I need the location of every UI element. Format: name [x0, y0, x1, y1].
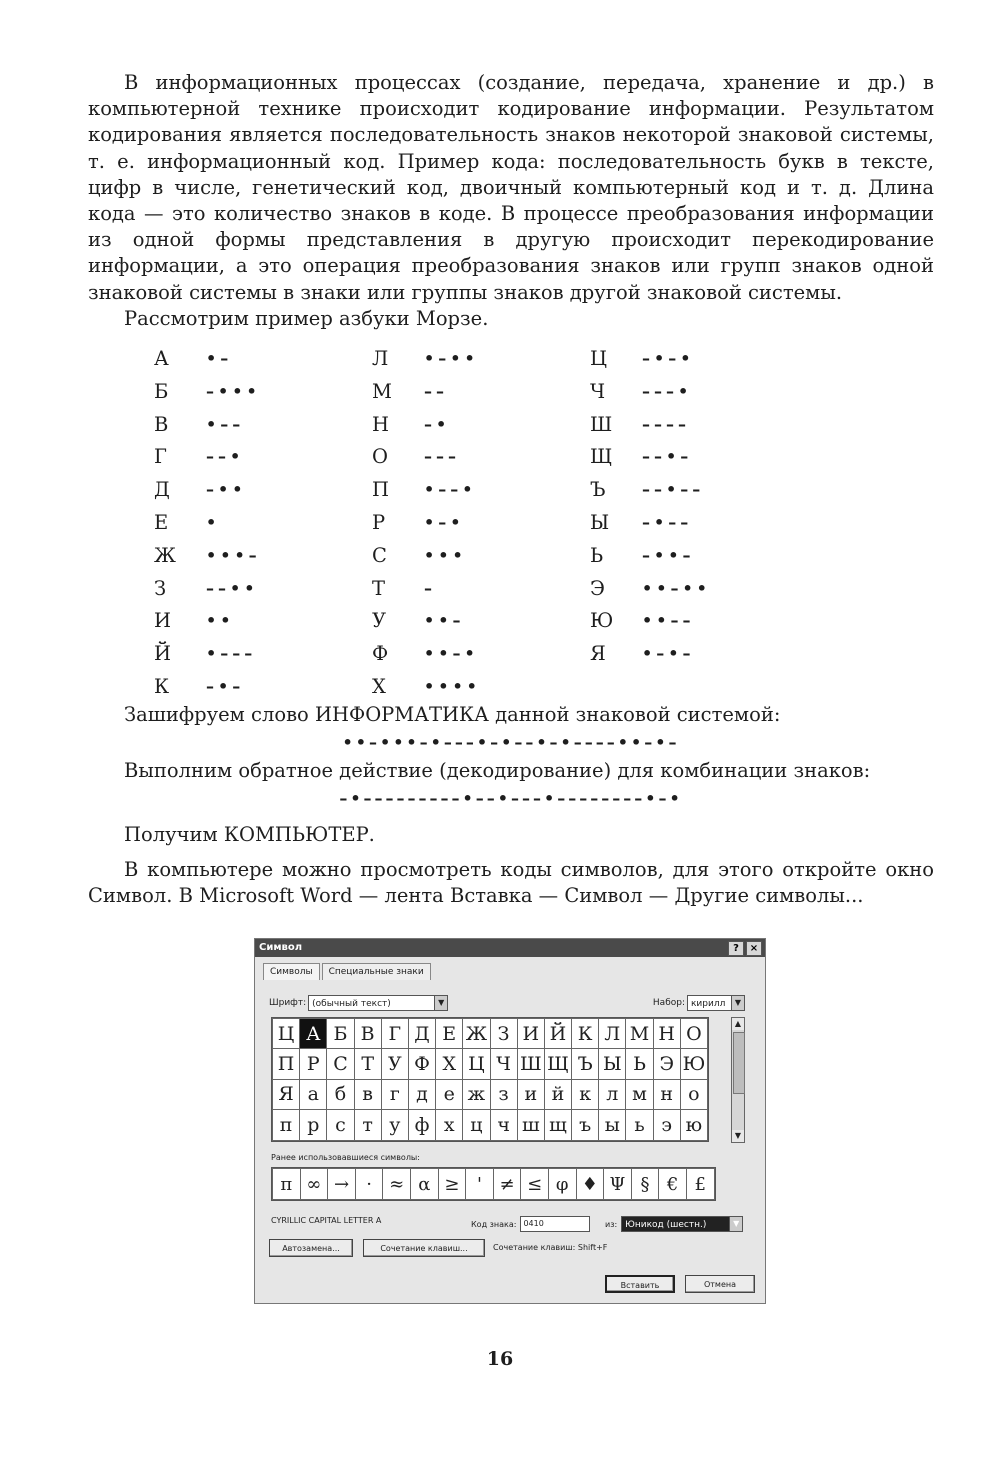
- morse-letter: Э: [590, 576, 605, 600]
- morse-code: •–––: [206, 644, 257, 664]
- symbol-cell[interactable]: Ж: [463, 1019, 490, 1049]
- morse-row: [372, 604, 592, 637]
- morse-code: –•––: [642, 512, 693, 532]
- morse-letter: О: [372, 445, 388, 469]
- morse-code: –•••: [206, 381, 261, 401]
- morse-code: •–•: [424, 512, 465, 532]
- computer-paragraph: В компьютере можно просмотреть коды символов, для этого откройте окно Символ. В Microsoft Word — лента Вставка — Символ — Другие символы...: [88, 857, 934, 907]
- morse-row: [372, 637, 592, 670]
- morse-code: ••–: [424, 611, 465, 631]
- symbol-cell[interactable]: г: [381, 1079, 408, 1109]
- code-input[interactable]: 0410: [520, 1216, 590, 1232]
- symbol-cell[interactable]: Ь: [626, 1049, 653, 1079]
- decode-paragraph: Выполним обратное действие (декодирование) для комбинации знаков:: [124, 759, 871, 783]
- symbol-cell[interactable]: у: [381, 1110, 408, 1140]
- morse-row: [154, 506, 374, 539]
- scroll-up-icon[interactable]: ▲: [732, 1018, 744, 1030]
- morse-letter: Н: [372, 412, 390, 436]
- morse-row: [154, 408, 374, 441]
- symbol-cell[interactable]: д: [408, 1079, 435, 1109]
- morse-column: [590, 342, 810, 670]
- morse-row: [154, 473, 374, 506]
- morse-code: ––••: [206, 578, 259, 598]
- morse-letter: Ф: [372, 642, 389, 666]
- symbol-cell[interactable]: к: [572, 1079, 599, 1109]
- font-value: (обычный текст): [312, 999, 391, 1009]
- symbol-cell[interactable]: Х: [436, 1049, 463, 1079]
- chevron-down-icon: ▼: [434, 996, 447, 1010]
- from-select[interactable]: [621, 1216, 743, 1232]
- page-number: 16: [486, 1348, 514, 1370]
- symbol-cell[interactable]: э: [653, 1110, 680, 1140]
- morse-column: [154, 342, 374, 703]
- encode-paragraph: Зашифруем слово ИНФОРМАТИКА данной знаковой системой:: [124, 703, 781, 727]
- set-row: [653, 995, 745, 1011]
- from-row: [605, 1216, 743, 1232]
- from-label: из:: [605, 1219, 618, 1229]
- morse-row: [154, 342, 374, 375]
- morse-code: ••–••: [642, 578, 711, 598]
- dialog-titlebar: [255, 939, 765, 957]
- font-label: Шрифт:: [269, 998, 307, 1008]
- symbol-cell[interactable]: С: [327, 1049, 354, 1079]
- morse-letter: Щ: [590, 445, 613, 469]
- morse-code: •••–: [206, 545, 261, 565]
- symbol-cell[interactable]: Э: [653, 1049, 680, 1079]
- symbol-cell[interactable]: н: [653, 1079, 680, 1109]
- recent-symbol-cell[interactable]: ≠: [493, 1169, 521, 1200]
- morse-row: [590, 539, 810, 572]
- morse-row: [372, 473, 592, 506]
- symbol-cell[interactable]: И: [517, 1019, 544, 1049]
- symbol-cell[interactable]: ш: [517, 1110, 544, 1140]
- morse-code: –––•: [642, 381, 693, 401]
- page-body: [88, 70, 934, 909]
- morse-letter: Я: [590, 642, 606, 666]
- from-value: Юникод (шестн.): [625, 1220, 707, 1230]
- recent-symbol-cell[interactable]: ≤: [521, 1169, 549, 1200]
- morse-letter: Х: [372, 674, 386, 698]
- grid-scrollbar[interactable]: [731, 1017, 745, 1143]
- symbol-cell[interactable]: Б: [327, 1019, 354, 1049]
- symbol-cell[interactable]: з: [490, 1079, 517, 1109]
- morse-row: [590, 572, 810, 605]
- symbol-cell[interactable]: Р: [300, 1049, 327, 1079]
- morse-letter: В: [154, 412, 169, 436]
- morse-letter: Ы: [590, 510, 610, 534]
- symbol-cell[interactable]: л: [599, 1079, 626, 1109]
- morse-letter: Д: [154, 478, 170, 502]
- morse-letter: Г: [154, 445, 167, 469]
- morse-letter: И: [154, 609, 172, 633]
- morse-code: ••–•: [424, 644, 479, 664]
- morse-row: [590, 506, 810, 539]
- recent-symbol-cell[interactable]: ♦: [576, 1169, 604, 1200]
- font-row: [269, 995, 448, 1011]
- morse-letter: Е: [154, 510, 169, 534]
- code-label: Код знака:: [471, 1219, 517, 1229]
- morse-row: [154, 440, 374, 473]
- morse-code: •––: [206, 414, 245, 434]
- symbol-cell[interactable]: б: [327, 1079, 354, 1109]
- symbol-cell[interactable]: Г: [381, 1019, 408, 1049]
- morse-column: [372, 342, 592, 703]
- symbol-cell[interactable]: Д: [408, 1019, 435, 1049]
- symbol-grid: [271, 1017, 709, 1142]
- morse-code: •––•: [424, 480, 477, 500]
- morse-row: [154, 375, 374, 408]
- recent-symbols: [271, 1167, 716, 1201]
- shortcut-key-button[interactable]: Сочетание клавиш...: [363, 1239, 485, 1257]
- morse-row: [154, 637, 374, 670]
- set-value: кирилл: [691, 999, 726, 1009]
- morse-letter: Р: [372, 510, 386, 534]
- morse-code: –•–: [206, 676, 245, 696]
- morse-letter: П: [372, 478, 390, 502]
- help-button[interactable]: ?: [728, 941, 744, 956]
- morse-letter: Ъ: [590, 478, 606, 502]
- morse-row: [590, 604, 810, 637]
- symbol-cell[interactable]: В: [354, 1019, 381, 1049]
- symbol-cell[interactable]: Н: [653, 1019, 680, 1049]
- insert-button[interactable]: Вставить: [605, 1275, 675, 1293]
- symbol-cell[interactable]: М: [626, 1019, 653, 1049]
- morse-code: –••: [206, 480, 247, 500]
- consider-paragraph: Рассмотрим пример азбуки Морзе.: [124, 306, 489, 330]
- morse-letter: Б: [154, 379, 169, 403]
- morse-row: [372, 670, 592, 703]
- morse-code: ••••: [424, 676, 481, 696]
- symbol-cell[interactable]: ф: [408, 1110, 435, 1140]
- morse-letter: Ц: [590, 346, 608, 370]
- recent-symbol-cell[interactable]: ≈: [383, 1169, 411, 1200]
- symbol-cell[interactable]: Я: [273, 1079, 300, 1109]
- recent-label: Ранее использовавшиеся символы:: [271, 1153, 420, 1162]
- morse-row: [154, 539, 374, 572]
- decode-morse: –•–––––––––•––•–––•––––––––•–•: [339, 789, 683, 809]
- chevron-down-icon: ▼: [731, 996, 744, 1010]
- symbol-cell[interactable]: Щ: [544, 1049, 571, 1079]
- symbol-cell[interactable]: м: [626, 1079, 653, 1109]
- morse-code: •••: [424, 545, 467, 565]
- code-row: [471, 1216, 590, 1232]
- symbol-cell[interactable]: З: [490, 1019, 517, 1049]
- cancel-button[interactable]: Отмена: [685, 1275, 755, 1293]
- set-select[interactable]: [687, 995, 745, 1011]
- symbol-cell[interactable]: Ц: [463, 1049, 490, 1079]
- morse-code: ••: [206, 611, 235, 631]
- symbol-cell[interactable]: Ш: [517, 1049, 544, 1079]
- symbol-cell[interactable]: ы: [599, 1110, 626, 1140]
- symbol-cell[interactable]: ъ: [572, 1110, 599, 1140]
- morse-letter: Т: [372, 576, 386, 600]
- morse-row: [590, 637, 810, 670]
- char-name: CYRILLIC CAPITAL LETTER A: [271, 1216, 382, 1225]
- symbol-cell[interactable]: Ф: [408, 1049, 435, 1079]
- morse-code: •–•–: [642, 644, 695, 664]
- morse-row: [590, 375, 810, 408]
- dialog-title: Символ: [259, 942, 303, 953]
- symbol-cell[interactable]: П: [273, 1049, 300, 1079]
- symbol-cell[interactable]: Ю: [680, 1049, 707, 1079]
- morse-code: ––•: [206, 447, 245, 467]
- morse-row: [154, 670, 374, 703]
- recent-symbol-cell[interactable]: ': [466, 1169, 494, 1200]
- chevron-down-icon: ▼: [729, 1217, 742, 1231]
- morse-code: •: [206, 512, 221, 532]
- morse-letter: С: [372, 543, 387, 567]
- scroll-down-icon[interactable]: ▼: [732, 1130, 744, 1142]
- symbol-cell[interactable]: Т: [354, 1049, 381, 1079]
- result-paragraph: Получим КОМПЬЮТЕР.: [124, 823, 375, 847]
- symbol-cell[interactable]: а: [300, 1079, 327, 1109]
- morse-letter: У: [372, 609, 387, 633]
- morse-code: –•: [424, 414, 451, 434]
- recent-symbol-cell[interactable]: ∞: [300, 1169, 328, 1200]
- symbol-cell[interactable]: ч: [490, 1110, 517, 1140]
- morse-letter: К: [154, 674, 170, 698]
- morse-row: [372, 342, 592, 375]
- morse-code: –•–•: [642, 348, 695, 368]
- morse-code: •–••: [424, 348, 479, 368]
- scroll-thumb[interactable]: [733, 1032, 745, 1094]
- symbol-cell[interactable]: р: [300, 1110, 327, 1140]
- recent-symbol-cell[interactable]: φ: [548, 1169, 576, 1200]
- symbol-cell[interactable]: О: [680, 1019, 707, 1049]
- symbol-dialog: [254, 938, 766, 1304]
- recent-symbol-cell[interactable]: α: [410, 1169, 438, 1200]
- morse-row: [372, 440, 592, 473]
- morse-code: •–: [206, 348, 233, 368]
- recent-symbol-cell[interactable]: Ψ: [604, 1169, 632, 1200]
- morse-code: ––•––: [642, 480, 705, 500]
- symbol-cell[interactable]: Ч: [490, 1049, 517, 1079]
- symbol-cell[interactable]: с: [327, 1110, 354, 1140]
- morse-row: [590, 440, 810, 473]
- symbol-cell[interactable]: А: [300, 1019, 327, 1049]
- morse-row: [590, 342, 810, 375]
- recent-symbol-cell[interactable]: →: [328, 1169, 356, 1200]
- morse-letter: Ж: [154, 543, 176, 567]
- tab-special-chars[interactable]: Специальные знаки: [322, 963, 431, 980]
- morse-letter: Й: [154, 642, 172, 666]
- encoded-morse: ••–•••–•–––•–•––•–•––––••–•–: [342, 733, 680, 753]
- morse-letter: Ч: [590, 379, 606, 403]
- symbol-cell[interactable]: е: [436, 1079, 463, 1109]
- shortcut-text: Сочетание клавиш: Shift+F: [493, 1243, 608, 1252]
- symbol-cell[interactable]: ц: [463, 1110, 490, 1140]
- intro-paragraph: В информационных процессах (создание, передача, хранение и др.) в компьютерной технике происходит кодирование информации. Результатом кодирования является последовательность знаков некоторой знаковой системы, т. е. информационный код. Пример кода: последовательность букв в тексте, цифр в числе, генетический код, двоичный компьютерный код и т. д. Длина кода — это количество знаков в коде. В процессе преобразования информации из одной формы представления в другую происходит перекодирование информации, а это операция преобразования знаков или групп знаков одной знаковой системы в знаки или группы знаков другой знаковой системы.: [88, 71, 934, 304]
- symbol-cell[interactable]: щ: [544, 1110, 571, 1140]
- morse-letter: Ш: [590, 412, 613, 436]
- dialog-tabs: [263, 963, 433, 980]
- morse-row: [372, 572, 592, 605]
- morse-letter: Ю: [590, 609, 614, 633]
- morse-row: [372, 539, 592, 572]
- morse-letter: А: [154, 346, 169, 370]
- symbol-cell[interactable]: Е: [436, 1019, 463, 1049]
- morse-code: ––––: [642, 414, 690, 434]
- recent-symbol-cell[interactable]: ≥: [438, 1169, 466, 1200]
- symbol-cell[interactable]: Л: [599, 1019, 626, 1049]
- symbol-cell[interactable]: п: [273, 1110, 300, 1140]
- morse-row: [590, 473, 810, 506]
- morse-code: ••––: [642, 611, 695, 631]
- autocorrect-button[interactable]: Автозамена...: [269, 1239, 353, 1257]
- symbol-cell[interactable]: Ы: [599, 1049, 626, 1079]
- morse-code: ––: [424, 381, 448, 401]
- morse-code: –: [424, 578, 436, 598]
- set-label: Набор:: [652, 998, 685, 1008]
- symbol-cell[interactable]: ю: [680, 1110, 707, 1140]
- morse-row: [154, 572, 374, 605]
- symbol-cell[interactable]: и: [517, 1079, 544, 1109]
- symbol-cell[interactable]: Ц: [273, 1019, 300, 1049]
- morse-letter: М: [372, 379, 392, 403]
- symbol-cell[interactable]: х: [436, 1110, 463, 1140]
- morse-code: ––•–: [642, 447, 693, 467]
- morse-letter: З: [154, 576, 167, 600]
- close-button[interactable]: ×: [746, 941, 762, 956]
- symbol-cell[interactable]: ж: [463, 1079, 490, 1109]
- symbol-cell[interactable]: Ъ: [572, 1049, 599, 1079]
- symbol-cell[interactable]: У: [381, 1049, 408, 1079]
- morse-row: [372, 506, 592, 539]
- morse-table: [154, 342, 934, 702]
- symbol-cell[interactable]: К: [572, 1019, 599, 1049]
- symbol-cell[interactable]: й: [544, 1079, 571, 1109]
- morse-letter: Ь: [590, 543, 604, 567]
- tab-symbols[interactable]: Символы: [263, 963, 320, 980]
- recent-symbol-cell[interactable]: §: [631, 1169, 659, 1200]
- morse-code: –––: [424, 447, 460, 467]
- recent-symbol-cell[interactable]: €: [659, 1169, 687, 1200]
- morse-row: [372, 375, 592, 408]
- symbol-cell[interactable]: т: [354, 1110, 381, 1140]
- recent-symbol-cell[interactable]: π: [273, 1169, 301, 1200]
- font-select[interactable]: [308, 995, 448, 1011]
- morse-row: [372, 408, 592, 441]
- recent-symbol-cell[interactable]: £: [686, 1169, 714, 1200]
- symbol-cell[interactable]: в: [354, 1079, 381, 1109]
- morse-code: –••–: [642, 545, 695, 565]
- symbol-cell[interactable]: Й: [544, 1019, 571, 1049]
- symbol-cell[interactable]: о: [680, 1079, 707, 1109]
- recent-symbol-cell[interactable]: ·: [355, 1169, 383, 1200]
- morse-row: [154, 604, 374, 637]
- morse-row: [590, 408, 810, 441]
- morse-letter: Л: [372, 346, 389, 370]
- symbol-cell[interactable]: ь: [626, 1110, 653, 1140]
